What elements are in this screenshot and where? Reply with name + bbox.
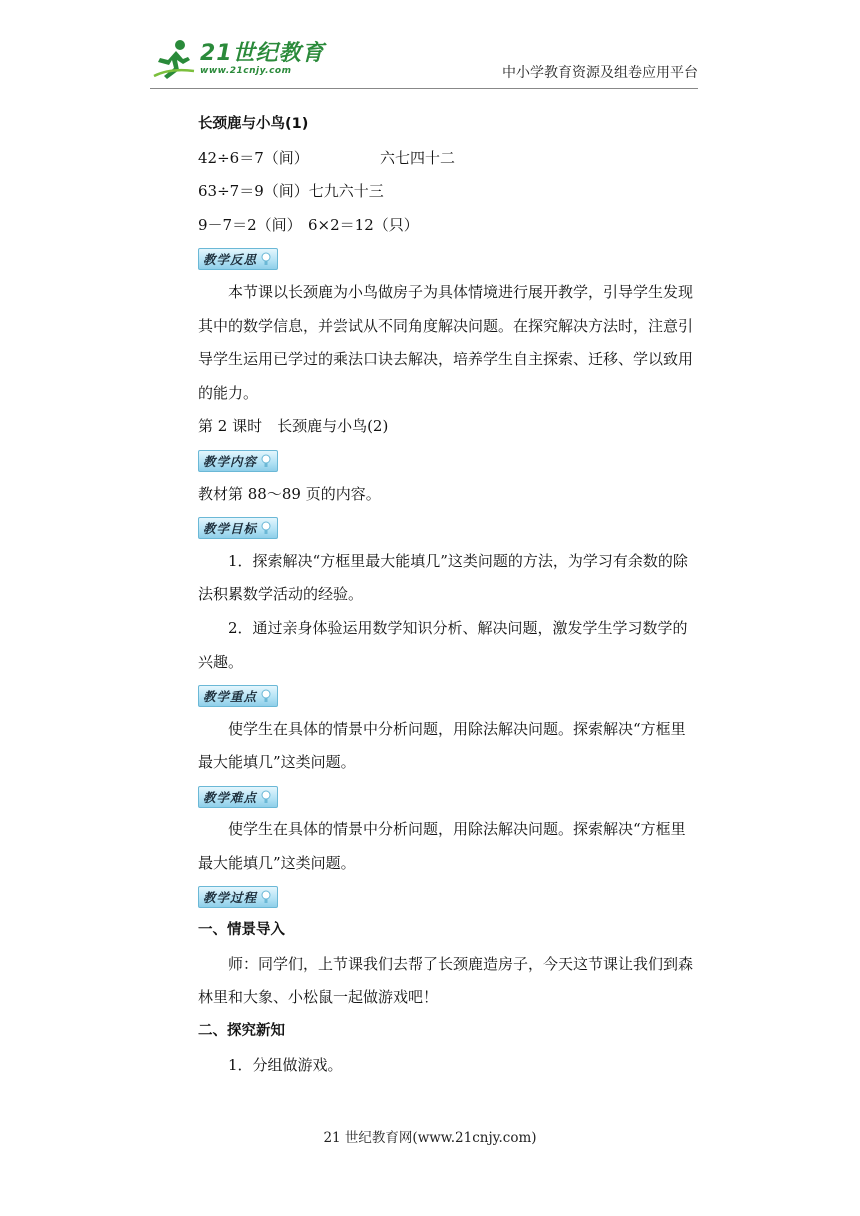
paragraph: 使学生在具体的情景中分析问题，用除法解决问题。探索解决“方框里最大能填几”这类问题。 bbox=[198, 719, 686, 772]
equation: 9－7＝2（间） bbox=[198, 215, 302, 234]
paragraph: 师：同学们，上节课我们去帮了长颈鹿造房子，今天这节课让我们到森林里和大象、小松鼠一起做游戏吧！ bbox=[198, 954, 694, 1007]
section-badge-difficulties: 教学难点 bbox=[198, 786, 278, 808]
list-item: 2．通过亲身体验运用数学知识分析、解决问题，激发学生学习数学的兴趣。 bbox=[198, 618, 688, 671]
bulb-icon bbox=[261, 790, 271, 804]
section-heading: 二、探究新知 bbox=[198, 1023, 285, 1040]
section-badge-key-points: 教学重点 bbox=[198, 685, 278, 707]
bulb-icon bbox=[261, 454, 271, 468]
section-badge-content: 教学内容 bbox=[198, 450, 278, 472]
platform-name: 中小学教育资源及组卷应用平台 bbox=[502, 65, 698, 81]
page-header bbox=[150, 38, 698, 88]
lesson-heading: 第 2 课时 长颈鹿与小鸟(2) bbox=[198, 417, 389, 436]
bulb-icon bbox=[261, 689, 271, 703]
multiplication-rhyme: 六七四十二 bbox=[380, 148, 456, 167]
document-body bbox=[198, 108, 698, 1082]
section-heading: 一、情景导入 bbox=[198, 922, 285, 939]
badge-row bbox=[198, 444, 698, 478]
badge-row bbox=[198, 242, 698, 276]
badge-row bbox=[198, 511, 698, 545]
badge-row bbox=[198, 679, 698, 713]
runner-logo-icon bbox=[150, 38, 196, 80]
section-badge-goals: 教学目标 bbox=[198, 517, 278, 539]
logo-text: 21世纪教育 bbox=[200, 40, 325, 66]
equation: 42÷6＝7（间） bbox=[198, 148, 309, 167]
header-divider bbox=[150, 88, 698, 89]
equation-line bbox=[198, 142, 698, 176]
badge-row bbox=[198, 881, 698, 915]
paragraph: 教材第 88～89 页的内容。 bbox=[198, 484, 381, 503]
equation-line: 63÷7＝9（间）七九六十三 bbox=[198, 182, 384, 201]
badge-row bbox=[198, 780, 698, 814]
logo-url: www.21cnjy.com bbox=[200, 65, 292, 76]
bulb-icon bbox=[261, 521, 271, 535]
section-title: 长颈鹿与小鸟(1) bbox=[198, 116, 309, 132]
bulb-icon bbox=[261, 252, 271, 266]
equation: 6×2＝12（只） bbox=[308, 215, 419, 234]
list-item: 1．探索解决“方框里最大能填几”这类问题的方法，为学习有余数的除法积累数学活动的经验。 bbox=[198, 551, 688, 604]
page-footer[interactable]: 21 世纪教育网(www.21cnjy.com) bbox=[323, 1130, 537, 1146]
paragraph: 本节课以长颈鹿为小鸟做房子为具体情境进行展开教学，引导学生发现其中的数学信息，并尝试从不同角度解决问题。在探究解决方法时，注意引导学生运用已学过的乘法口诀去解决，培养学生自主探索、迁移、学以致用的能力。 bbox=[198, 282, 694, 402]
paragraph: 使学生在具体的情景中分析问题，用除法解决问题。探索解决“方框里最大能填几”这类问题。 bbox=[198, 820, 686, 873]
equation-line bbox=[198, 209, 698, 243]
bulb-icon bbox=[261, 890, 271, 904]
section-badge-reflection: 教学反思 bbox=[198, 248, 278, 270]
site-logo[interactable] bbox=[150, 38, 325, 80]
section-badge-process: 教学过程 bbox=[198, 886, 278, 908]
list-item: 1．分组做游戏。 bbox=[228, 1055, 343, 1074]
